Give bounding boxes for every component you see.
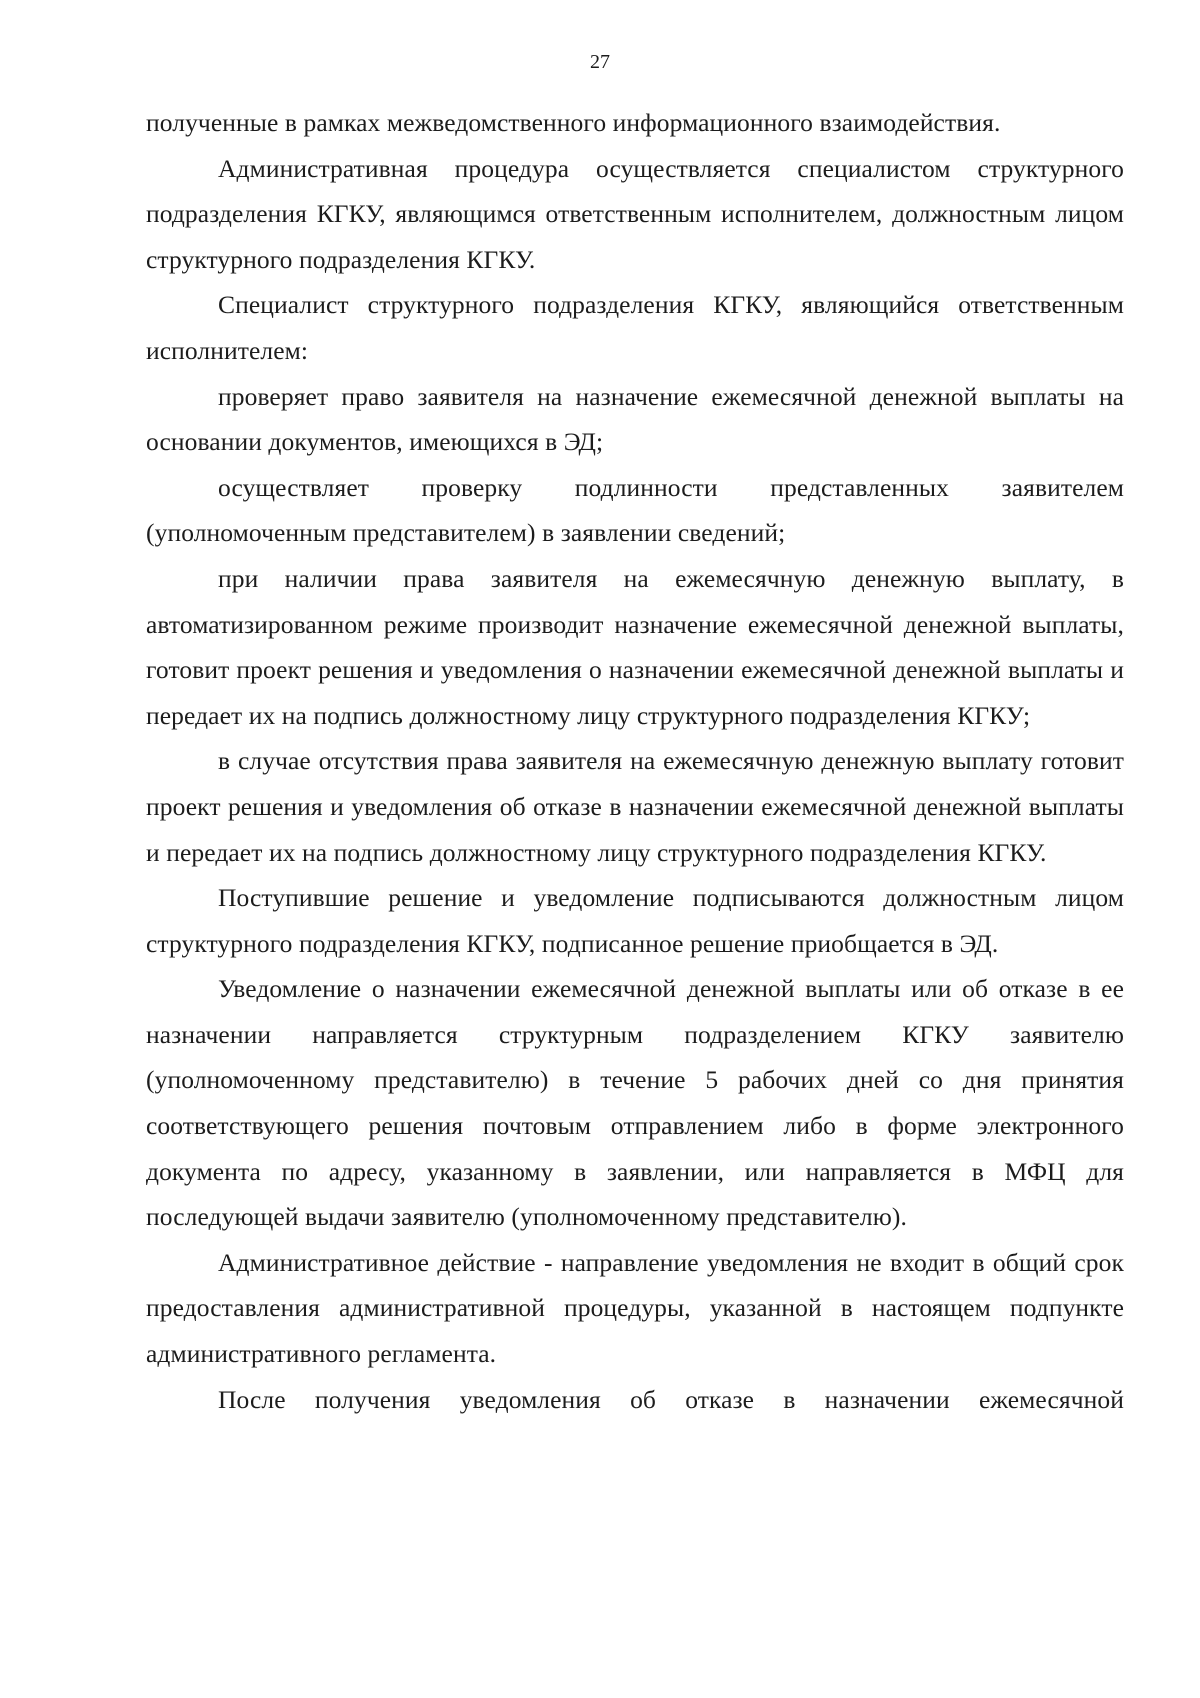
paragraph-notification: Уведомление о назначении ежемесячной денежной выплаты или об отказе в ее назначении направляется структурным подразделением КГКУ заявителю (уполномоченному представителю) в течение 5 рабочих дней со дня принятия соответствующего решения почтовым отправлением либо в форме электронного документа по адресу, указанному в заявлении, или направляется в МФЦ для последующей выдачи заявителю (уполномоченному представителю).: [146, 974, 1124, 1232]
paragraph-if-no-right: в случае отсутствия права заявителя на ежемесячную денежную выплату готовит проект решения и уведомления об отказе в назначении ежемесячной денежной выплаты и передает их на подпись должностному лицу структурного подразделения КГКУ.: [146, 746, 1124, 867]
paragraph-specialist-duties: Специалист структурного подразделения КГКУ, являющийся ответственным исполнителем:: [146, 290, 1124, 365]
paragraph-check-authenticity: осуществляет проверку подлинности представленных заявителем (уполномоченным представителем) в заявлении сведений;: [146, 472, 1124, 548]
page-number: 27: [590, 51, 610, 73]
paragraph-procedure-executor: Административная процедура осуществляется специалистом структурного подразделения КГКУ, являющимся ответственным исполнителем, должностным лицом структурного подразделения КГКУ.: [146, 153, 1124, 274]
document-body: [146, 100, 1124, 1422]
paragraph-after-refusal: После получения уведомления об отказе в назначении ежемесячной: [218, 1384, 1124, 1414]
paragraph-signing: Поступившие решение и уведомление подписываются должностным лицом структурного подразделения КГКУ, подписанное решение приобщается в ЭД.: [146, 883, 1124, 958]
paragraph-check-right: проверяет право заявителя на назначение ежемесячной денежной выплаты на основании документов, имеющихся в ЭД;: [146, 381, 1124, 457]
paragraph-continuation: полученные в рамках межведомственного информационного взаимодействия.: [146, 108, 1001, 137]
paragraph-if-right-exists: при наличии права заявителя на ежемесячную денежную выплату, в автоматизированном режиме производит назначение ежемесячной денежной выплаты, готовит проект решения и уведомления о назначении ежемесячной денежной выплаты и передает их на подпись должностному лицу структурного подразделения КГКУ;: [146, 563, 1124, 730]
paragraph-admin-action: Административное действие - направление уведомления не входит в общий срок предоставления административной процедуры, указанной в настоящем подпункте административного регламента.: [146, 1247, 1124, 1369]
